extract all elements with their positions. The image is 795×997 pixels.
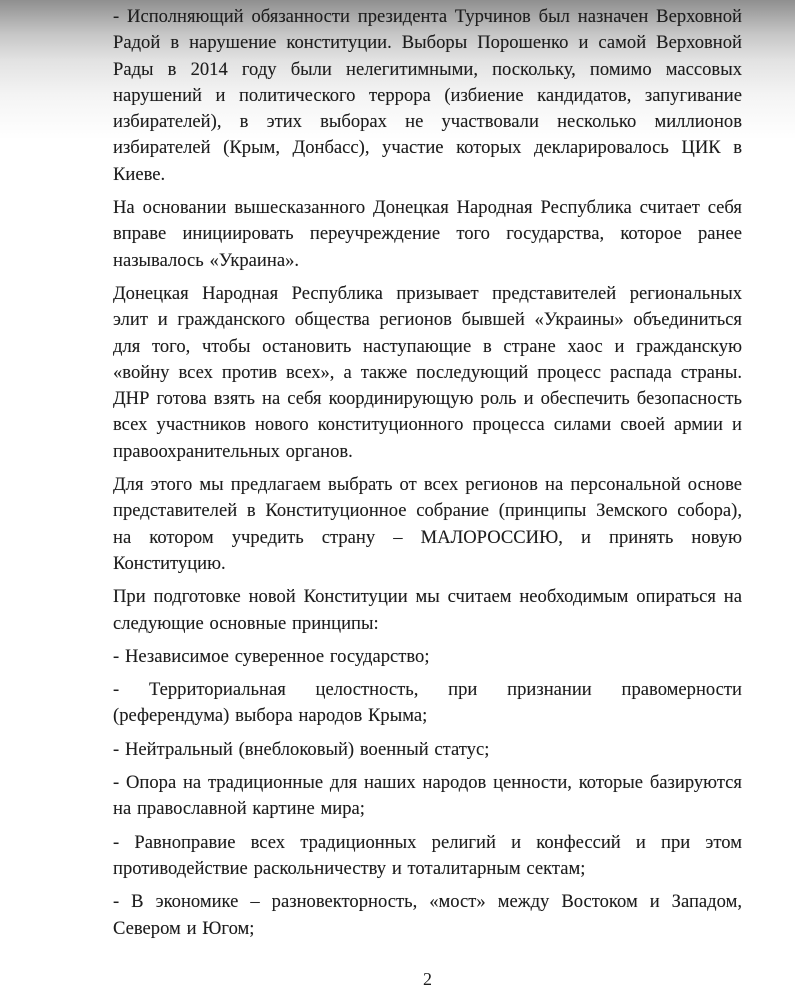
paragraph-bullet: - Независимое суверенное государство;	[113, 645, 430, 667]
paragraph: При подготовке новой Конституции мы считаем необходимым опираться на следующие основные принципы:	[113, 586, 742, 634]
paragraph-bullet: - Равноправие всех традиционных религий и конфессий и при этом противодействие раскольничеству и тоталитарным сектам;	[113, 831, 742, 879]
paragraph: На основании вышесказанного Донецкая Народная Республика считает себя вправе инициировать переучреждение того государства, которое ранее называлось «Украина».	[113, 197, 742, 271]
page-content	[113, 4, 742, 949]
paragraph: Для этого мы предлагаем выбрать от всех регионов на персональной основе представителей в Конституционное собрание (принципы Земского собора), на котором учредить страну – МАЛОРОССИЮ, и принять новую Конституцию.	[113, 474, 742, 574]
paragraph-bullet: - Территориальная целостность, при признании правомерности (референдума) выбора народов Крыма;	[113, 679, 742, 727]
paragraph-bullet: - Опора на традиционные для наших народов ценности, которые базируются на православной картине мира;	[113, 772, 742, 820]
paragraph: Донецкая Народная Республика призывает представителей региональных элит и гражданского общества регионов бывшей «Украины» объединиться для того, чтобы остановить наступающие в стране хаос и гражданскую «войну всех против всех», а также последующий процесс распада страны. ДНР готова взять на себя координирующую роль и обеспечить безопасность всех участников нового конституционного процесса силами своей армии и правоохранительных органов.	[113, 282, 742, 462]
paragraph-bullet: - Нейтральный (внеблоковый) военный статус;	[113, 738, 490, 760]
paragraph: - Исполняющий обязанности президента Турчинов был назначен Верховной Радой в нарушение конституции. Выборы Порошенко и самой Верховной Рады в 2014 году были нелегитимными, поскольку, помимо массовых нарушений и политического террора (избиение кандидатов, запугивание избирателей), в этих выборах не участвовали несколько миллионов избирателей (Крым, Донбасс), участие которых декларировалось ЦИК в Киеве.	[113, 6, 742, 185]
paragraph-bullet: - В экономике – разновекторность, «мост» между Востоком и Западом, Севером и Югом;	[113, 891, 742, 939]
page-number: 2	[423, 969, 432, 989]
